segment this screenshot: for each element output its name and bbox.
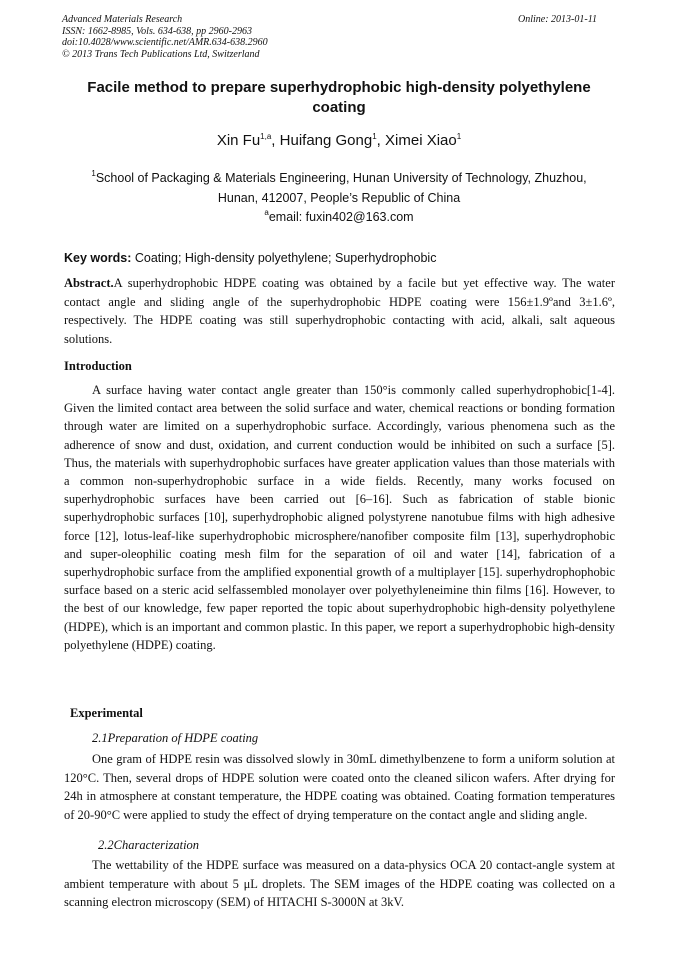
introduction-heading: Introduction: [64, 359, 132, 373]
characterization-paragraph: The wettability of the HDPE surface was measured on a data-physics OCA 20 contact-angle system at ambient temperature with about 5 μL droplets. The SEM images of the HDPE coating was collected on a scanning electron microscopy (SEM) of HITACHI S-3000N at 3kV.: [64, 858, 615, 909]
online-date: Online: 2013-01-11: [518, 14, 597, 25]
author-list: Xin Fu$^{1,a}$, Huifang Gong$^1$, Ximei Xiao$^1$: [216, 132, 462, 149]
affiliation: [60, 168, 618, 208]
email-sup: a: [264, 208, 269, 217]
subsection-preparation-heading: 2.1Preparation of HDPE coating: [92, 731, 259, 745]
keywords: [64, 251, 436, 265]
author-name: Ximei Xiao: [385, 132, 457, 149]
journal-name: Advanced Materials Research: [62, 14, 183, 25]
author-affil-sup: 1: [456, 132, 462, 141]
abstract-text: A superhydrophobic HDPE coating was obtained by a facile but yet effective way. The water contact angle and sliding angle of the superhydrophobic HDPE coating were 156±1.9ºand 3±1.6º, respectively. The HDPE coating was still superhydrophobic contacting with acid, alkali, salt aqueous solutions.: [64, 276, 615, 346]
author-email: [60, 210, 618, 224]
preparation-paragraph: One gram of HDPE resin was dissolved slowly in 30mL dimethylbenzene to form a uniform solution at 120°C. Then, several drops of HDPE solution were coated onto the cleaned silicon wafers. After drying for 24h in atmosphere at constant temperature, the HDPE coating was obtained. Coating formation temperatures of 20-90°C were applied to study the effect of drying temperature on the contact angle and sliding angle.: [64, 752, 615, 822]
doi-line[interactable]: doi:10.4028/www.scientific.net/AMR.634-638.2960: [62, 37, 268, 48]
affiliation-line-1: School of Packaging & Materials Engineering, Hunan University of Technology, Zhuzhou,: [95, 171, 587, 185]
copyright-line: © 2013 Trans Tech Publications Ltd, Switzerland: [62, 48, 260, 60]
abstract-label: Abstract.: [64, 276, 114, 290]
experimental-heading: Experimental: [70, 706, 143, 720]
affiliation-sup: 1: [91, 169, 96, 178]
keywords-label: Key words:: [64, 251, 132, 265]
characterization-body: [64, 856, 615, 912]
author-affil-sup: 1: [372, 132, 377, 141]
author-name: Huifang Gong: [279, 132, 373, 149]
preparation-body: [64, 750, 615, 824]
author-name: Xin Fu: [216, 132, 261, 149]
author-affil-sup: 1,a: [260, 132, 272, 141]
abstract: [64, 274, 615, 348]
affiliation-line-2: Hunan, 412007, People’s Republic of China: [217, 191, 461, 205]
email-text[interactable]: email: fuxin402@163.com: [268, 210, 414, 224]
paper-title: Facile method to prepare superhydrophobic high-density polyethylene coating: [87, 79, 591, 116]
keywords-text: Coating; High-density polyethylene; Superhydrophobic: [134, 251, 437, 265]
introduction-body: [64, 381, 615, 654]
introduction-paragraph: A surface having water contact angle greater than 150°is commonly called superhydrophobic[1-4]. Given the limited contact area between the solid surface and water, chemical reactions or bonding formation through water are limited on a superhydrophobic surface. Accordingly, various phenomena such as the adherence of snow and dust, oxidation, and current conduction would be inhibited on such a surface [5]. Thus, the materials with superhydrophobic surfaces have greater application values than those materials with a common non-superhydrophobic surface in a wide fields. Recently, many works focused on superhydrophobic surfaces have been carried out [6–16]. Such as fabrication of stable bionic superhydrophobic surfaces [10], superhydrophobic aligned polystyrene nanotubue films with high adhesive force [12], lotus-leaf-like superhydrophobic microsphere/nanofiber composite film [13], superhydrophobic and super-oleophilic coating mesh film for the separation of oil and water [14], fabrication of a superhydrophobic surface from the amplified exponential growth of a multiplayer [15]. superhydrophophobic surface based on a steric acid selfassembled monolayer over polyethyleneimine thin films [16]. However, to the best of our knowledge, few paper reported the topic about superhydrophobic high-density polyethylene (HDPE), which is an important and common plastic. In this paper, we report a superhydrophobic high-density polyethylene (HDPE) coating.: [64, 383, 615, 652]
subsection-characterization-heading: 2.2Characterization: [98, 838, 200, 852]
issn-line: ISSN: 1662-8985, Vols. 634-638, pp 2960-2963: [62, 25, 252, 37]
journal-header: [62, 14, 268, 60]
